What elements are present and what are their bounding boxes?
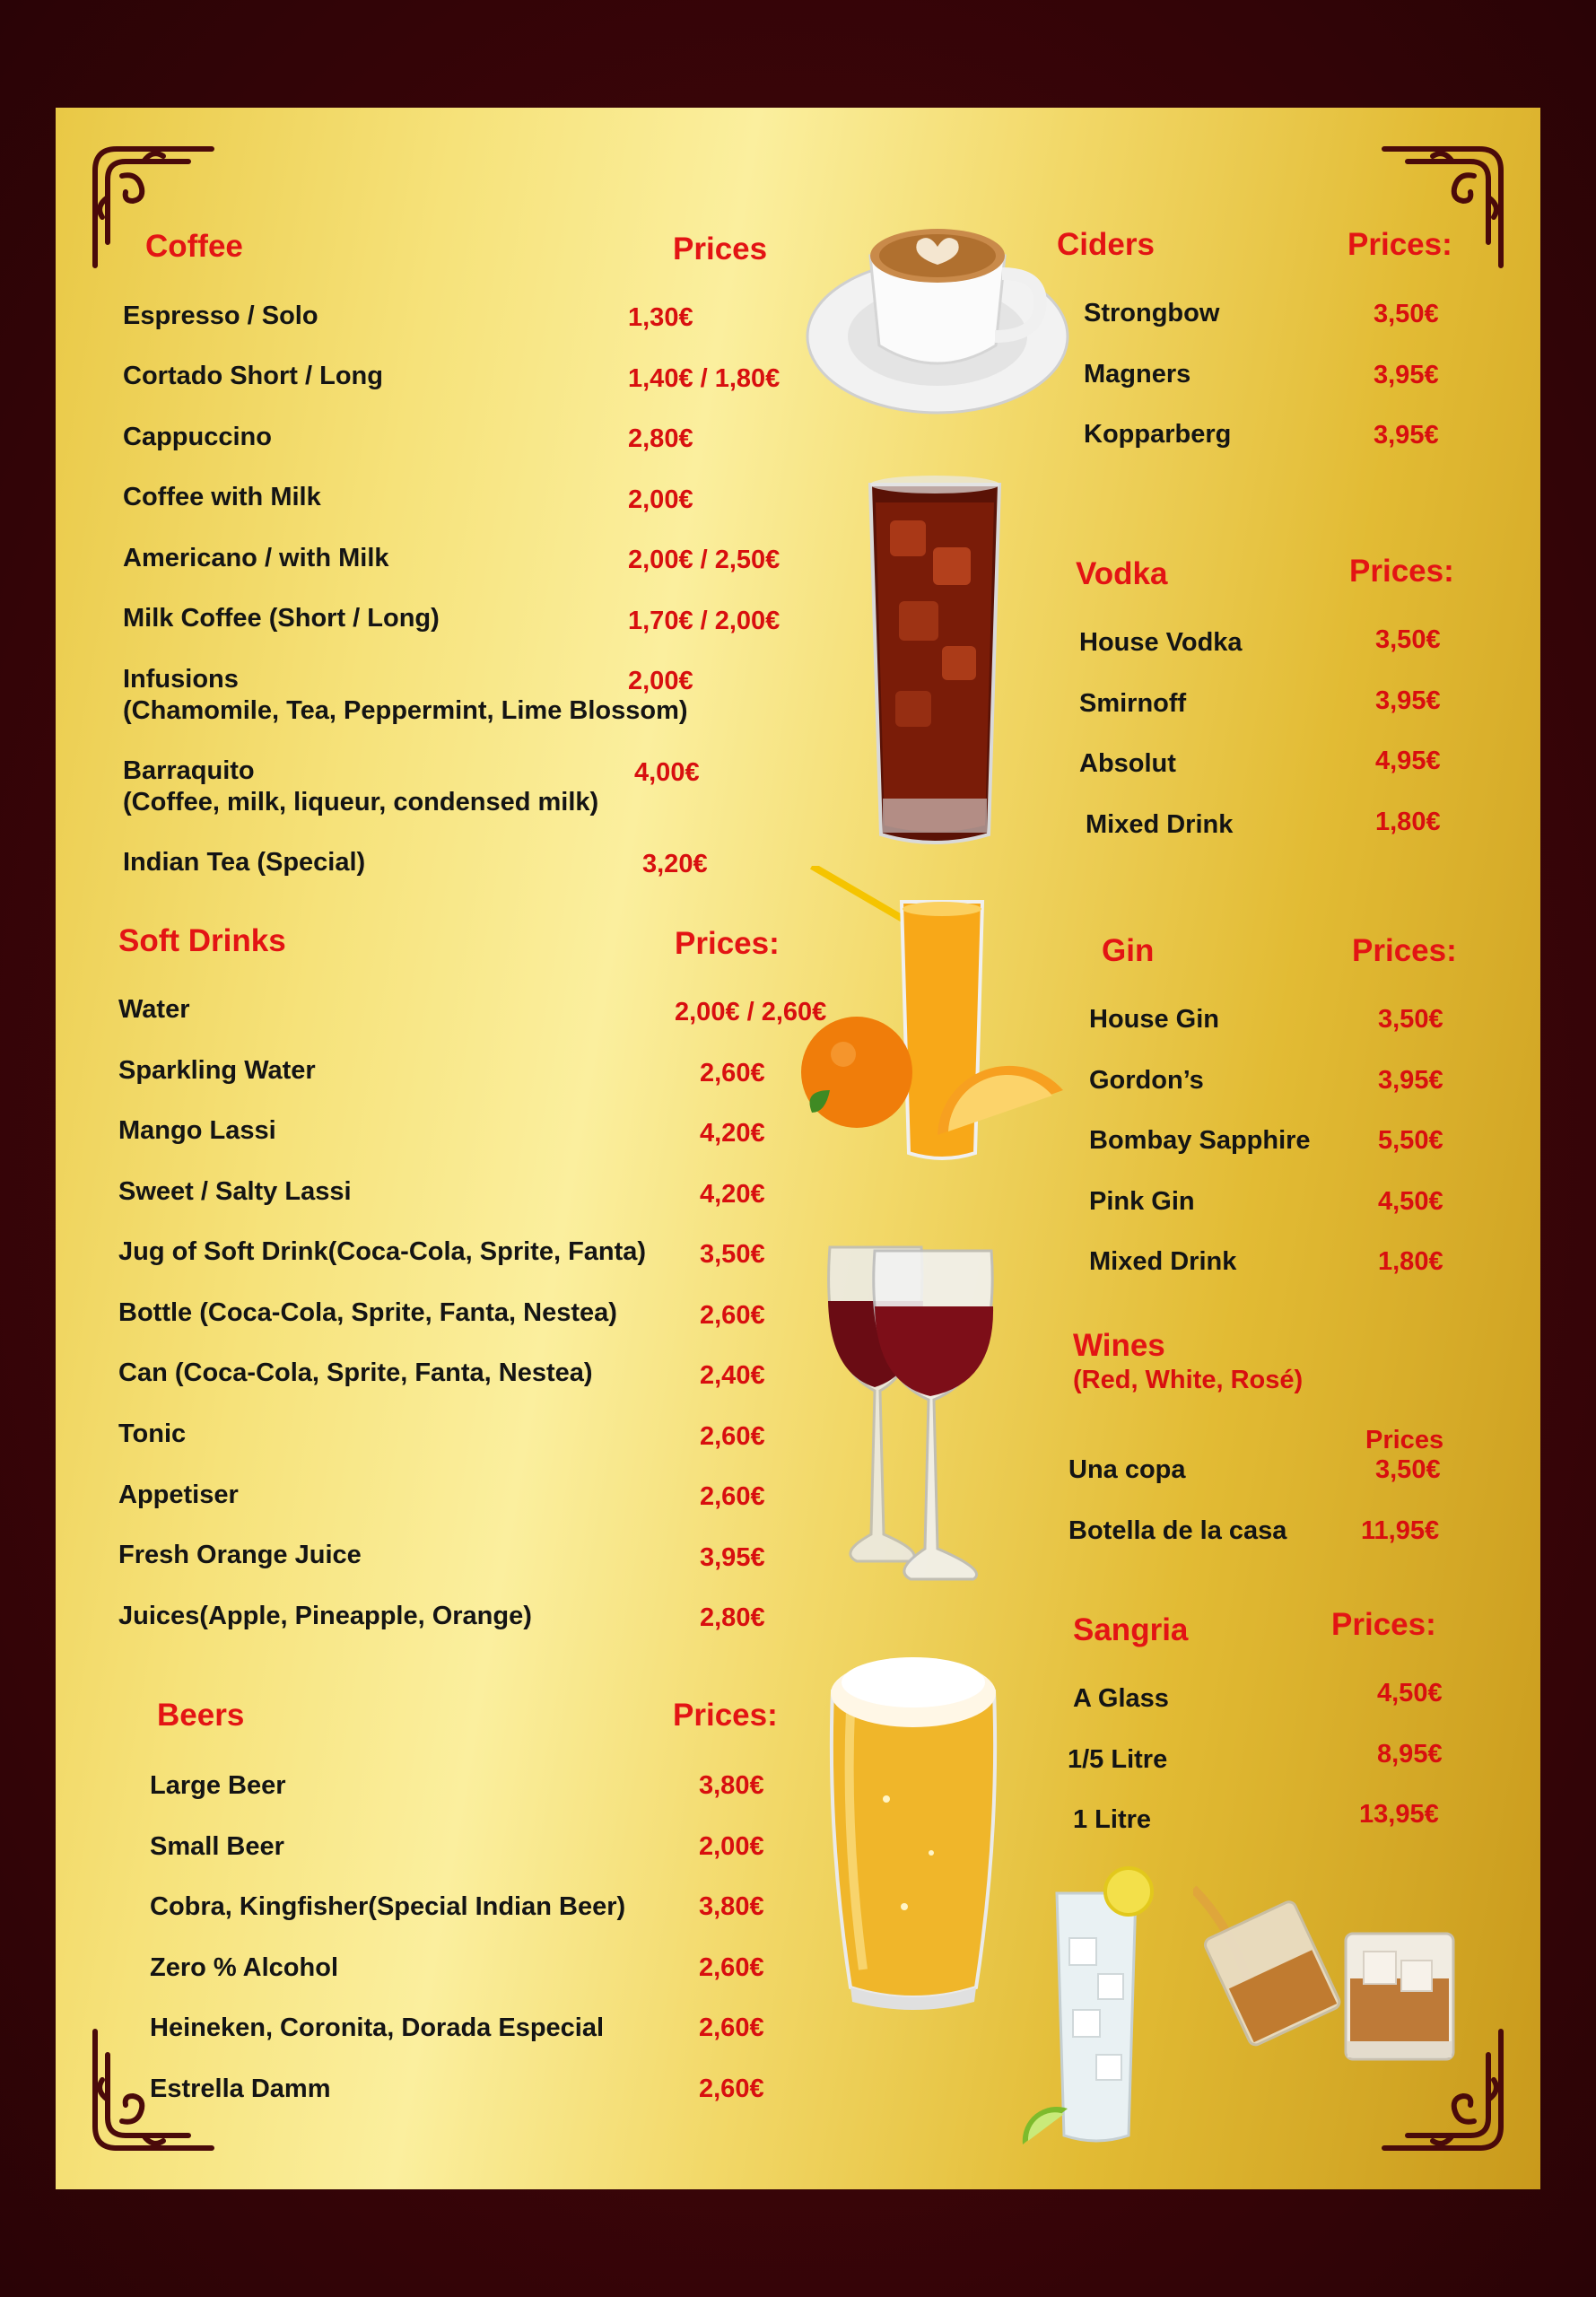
menu-item-price: 2,60€ xyxy=(699,2074,764,2103)
menu-item-price: 2,40€ xyxy=(700,1361,765,1390)
menu-item-price: 1,80€ xyxy=(1375,808,1441,836)
menu-item-name: Coffee with Milk xyxy=(123,483,321,511)
beers-prices-label: Prices: xyxy=(673,1698,778,1733)
menu-item-price: 3,50€ xyxy=(1378,1005,1443,1034)
orange-juice xyxy=(794,866,1068,1180)
menu-item-price: 3,50€ xyxy=(1375,625,1441,654)
menu-item-name: Botella de la casa xyxy=(1068,1516,1287,1545)
menu-item-price: 4,95€ xyxy=(1375,747,1441,775)
menu-item-name: Bombay Sapphire xyxy=(1089,1126,1311,1155)
menu-item-price: 2,00€ xyxy=(699,1832,764,1861)
menu-item-name: Estrella Damm xyxy=(150,2074,331,2103)
menu-item-price: 2,00€ xyxy=(628,667,693,695)
whisky-glasses xyxy=(1193,1880,1489,2073)
menu-item-name: Americano / with Milk xyxy=(123,544,389,572)
menu-item-price: 2,00€ xyxy=(628,485,693,514)
wines-subtitle: (Red, White, Rosé) xyxy=(1073,1366,1304,1394)
menu-item-name: Magners xyxy=(1084,360,1191,389)
menu-item-name: 1/5 Litre xyxy=(1068,1745,1168,1774)
menu-item-name: Sweet / Salty Lassi xyxy=(118,1177,352,1206)
gin-prices-label: Prices: xyxy=(1352,933,1457,968)
menu-item-note: (Chamomile, Tea, Peppermint, Lime Blossom) xyxy=(123,696,688,725)
menu-item-price: 2,60€ xyxy=(699,1953,764,1982)
menu-item-name: Smirnoff xyxy=(1079,689,1187,718)
menu-item-price: 1,40€ / 1,80€ xyxy=(628,364,781,393)
menu-item-name: Infusions xyxy=(123,665,239,694)
coffee-prices-label: Prices xyxy=(673,231,768,266)
menu-item-price: 3,20€ xyxy=(642,850,708,878)
soft-drinks-prices-label: Prices: xyxy=(675,926,780,961)
beer-pint xyxy=(824,1655,1003,2014)
vodka-prices-label: Prices: xyxy=(1349,554,1454,589)
sangria-title: Sangria xyxy=(1073,1612,1189,1647)
menu-item-name: Large Beer xyxy=(150,1771,286,1800)
wines-title: Wines xyxy=(1073,1328,1165,1363)
menu-item-name: Small Beer xyxy=(150,1832,284,1861)
menu-item-price: 2,60€ xyxy=(700,1482,765,1511)
menu-item-name: Mango Lassi xyxy=(118,1116,276,1145)
menu-item-name: House Vodka xyxy=(1079,628,1243,657)
menu-item-name: Water xyxy=(118,995,190,1024)
ciders-prices-label: Prices: xyxy=(1347,227,1452,262)
menu-item-price: 2,00€ / 2,60€ xyxy=(675,998,827,1026)
menu-item-price: 4,00€ xyxy=(634,758,700,787)
menu-item-price: 2,60€ xyxy=(700,1059,765,1087)
menu-item-name: Heineken, Coronita, Dorada Especial xyxy=(150,2013,605,2042)
menu-item-price: 3,95€ xyxy=(1378,1066,1443,1095)
vodka-title: Vodka xyxy=(1076,556,1168,591)
menu-item-price: 1,70€ / 2,00€ xyxy=(628,607,781,635)
menu-item-name: Tonic xyxy=(118,1419,187,1448)
menu-item-name: Juices(Apple, Pineapple, Orange) xyxy=(118,1602,532,1630)
menu-item-price: 3,95€ xyxy=(700,1543,765,1572)
menu-item-name: Cappuccino xyxy=(123,423,272,451)
menu-item-price: 2,60€ xyxy=(699,2013,764,2042)
menu-item-name: Cortado Short / Long xyxy=(123,362,383,390)
menu-item-name: Milk Coffee (Short / Long) xyxy=(123,604,440,633)
menu-item-name: 1 Litre xyxy=(1073,1805,1152,1834)
menu-item-name: House Gin xyxy=(1089,1005,1220,1034)
gin-tonic-glass xyxy=(1014,1866,1171,2158)
cappuccino-cup xyxy=(803,202,1081,426)
menu-item-price: 5,50€ xyxy=(1378,1126,1443,1155)
menu-item-name: Zero % Alcohol xyxy=(150,1953,338,1982)
menu-item-name: Strongbow xyxy=(1084,299,1220,328)
menu-item-price: 3,50€ xyxy=(700,1240,765,1269)
gin-title: Gin xyxy=(1102,933,1155,968)
menu-item-name: Indian Tea (Special) xyxy=(123,848,366,877)
menu-item-price: 3,95€ xyxy=(1374,361,1439,389)
menu-item-price: 13,95€ xyxy=(1359,1800,1439,1829)
menu-item-price: 3,50€ xyxy=(1374,300,1439,328)
beers-title: Beers xyxy=(157,1698,245,1733)
menu-item-name: Fresh Orange Juice xyxy=(118,1541,362,1569)
menu-item-price: 3,80€ xyxy=(699,1771,764,1800)
menu-item-price: 4,20€ xyxy=(700,1119,765,1148)
menu-item-name: Can (Coca-Cola, Sprite, Fanta, Nestea) xyxy=(118,1358,593,1387)
menu-item-price: 3,50€ xyxy=(1375,1455,1441,1484)
menu-item-name: Absolut xyxy=(1079,749,1176,778)
menu-item-price: 4,20€ xyxy=(700,1180,765,1209)
menu-item-name: Cobra, Kingfisher(Special Indian Beer) xyxy=(150,1892,626,1921)
menu-item-price: 11,95€ xyxy=(1361,1516,1440,1545)
menu-item-name: Barraquito xyxy=(123,756,255,785)
menu-item-name: A Glass xyxy=(1073,1684,1169,1713)
menu-item-price: 4,50€ xyxy=(1377,1679,1443,1707)
menu-item-name: Sparkling Water xyxy=(118,1056,316,1085)
menu-item-price: 2,00€ / 2,50€ xyxy=(628,546,781,574)
menu-item-price: 4,50€ xyxy=(1378,1187,1443,1216)
menu-item-price: 1,30€ xyxy=(628,303,693,332)
menu-item-price: 1,80€ xyxy=(1378,1247,1443,1276)
menu-item-name: Gordon’s xyxy=(1089,1066,1204,1095)
menu-item-price: 2,60€ xyxy=(700,1422,765,1451)
wines-prices-label: Prices xyxy=(1365,1426,1444,1454)
cola-glass xyxy=(863,467,1007,852)
menu-item-price: 3,80€ xyxy=(699,1892,764,1921)
menu-item-price: 3,95€ xyxy=(1374,421,1439,450)
menu-item-name: Espresso / Solo xyxy=(123,301,318,330)
menu-item-name: Bottle (Coca-Cola, Sprite, Fanta, Nestea) xyxy=(118,1298,617,1327)
menu-item-name: Appetiser xyxy=(118,1480,239,1509)
menu-item-name: Pink Gin xyxy=(1089,1187,1195,1216)
coffee-title: Coffee xyxy=(145,229,243,264)
menu-item-name: Mixed Drink xyxy=(1089,1247,1237,1276)
soft-drinks-title: Soft Drinks xyxy=(118,923,286,958)
menu-item-name: Jug of Soft Drink(Coca-Cola, Sprite, Fanta) xyxy=(118,1237,647,1266)
menu-item-name: Kopparberg xyxy=(1084,420,1232,449)
menu-item-price: 2,60€ xyxy=(700,1301,765,1330)
menu-item-price: 2,80€ xyxy=(628,424,693,453)
menu-item-price: 3,95€ xyxy=(1375,686,1441,715)
menu-item-price: 8,95€ xyxy=(1377,1740,1443,1769)
menu-item-name: Mixed Drink xyxy=(1086,810,1234,839)
ciders-title: Ciders xyxy=(1057,227,1155,262)
menu-item-price: 2,80€ xyxy=(700,1603,765,1632)
sangria-prices-label: Prices: xyxy=(1331,1607,1436,1642)
red-wine-glasses xyxy=(821,1238,1014,1597)
menu-item-name: Una copa xyxy=(1068,1455,1186,1484)
menu-item-note: (Coffee, milk, liqueur, condensed milk) xyxy=(123,788,599,817)
